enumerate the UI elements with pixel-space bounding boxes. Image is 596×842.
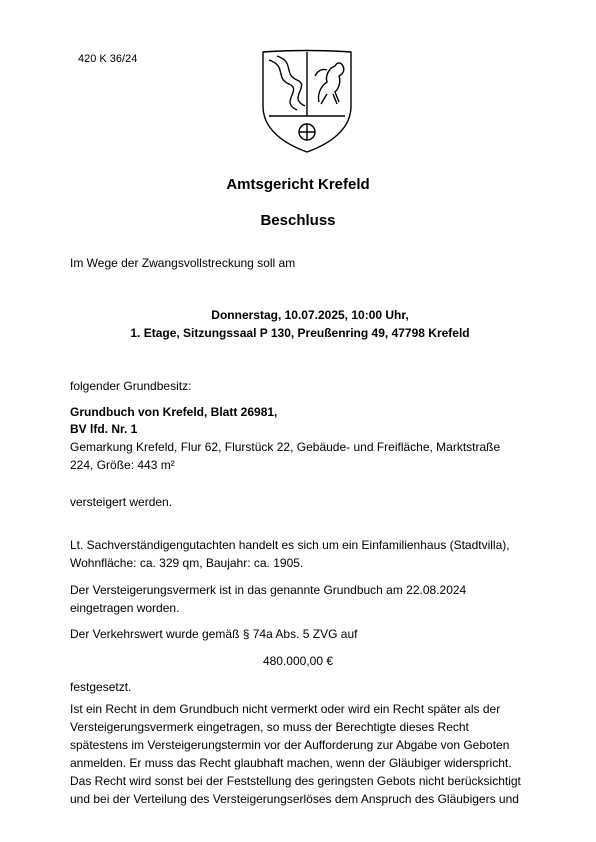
file-number: 420 K 36/24: [78, 53, 138, 65]
text-line: spätestens im Versteigerungstermin vor der Aufforderung zur Abgabe von Geboten: [70, 738, 510, 752]
nrw-coat-of-arms-icon: [259, 46, 355, 156]
text-line: und bei der Verteilung des Versteigerungserlöses dem Anspruch des Gläubigers und: [70, 792, 519, 806]
document-type: Beschluss: [260, 212, 336, 229]
property-lead: folgender Grundbesitz:: [70, 379, 192, 393]
value-amount: 480.000,00 €: [262, 654, 334, 668]
text-line: Das Recht wird sonst bei der Feststellung des geringsten Gebots nicht berücksichtigt: [70, 774, 521, 788]
rights-paragraph: [70, 700, 530, 808]
text-line: Versteigerungsvermerk eingetragen, so muss der Berechtigte dieses Recht: [70, 720, 469, 734]
text-line: anmelden. Er muss das Recht glaubhaft machen, wenn der Gläubiger widerspricht.: [70, 756, 512, 770]
value-intro: Der Verkehrswert wurde gemäß § 74a Abs. 5 ZVG auf: [70, 627, 358, 641]
text-line: Ist ein Recht in dem Grundbuch nicht vermerkt oder wird ein Recht später als der: [70, 702, 501, 716]
intro-text: Im Wege der Zwangsvollstreckung soll am: [70, 256, 296, 270]
appointment-location: 1. Etage, Sitzungssaal P 130, Preußenring 49, 47798 Krefeld: [130, 326, 470, 340]
land-register: Grundbuch von Krefeld, Blatt 26981,: [70, 405, 278, 419]
auctioned-text: versteigert werden.: [70, 495, 173, 509]
registration-note: Der Versteigerungsvermerk ist in das genannte Grundbuch am 22.08.2024 eingetragen worden.: [70, 583, 467, 615]
property-description: Gemarkung Krefeld, Flur 62, Flurstück 22, Gebäude- und Freifläche, Marktstraße 224, Größe: 443 m²: [70, 440, 501, 472]
value-outro: festgesetzt.: [70, 680, 132, 694]
appointment-date: Donnerstag, 10.07.2025, 10:00 Uhr,: [211, 308, 409, 322]
expert-note: Lt. Sachverständigengutachten handelt es sich um ein Einfamilienhaus (Stadtvilla), Wohnfläche: ca. 329 qm, Baujahr: ca. 1905.: [70, 538, 510, 570]
court-name: Amtsgericht Krefeld: [226, 176, 370, 193]
register-entry: BV lfd. Nr. 1: [70, 422, 138, 436]
